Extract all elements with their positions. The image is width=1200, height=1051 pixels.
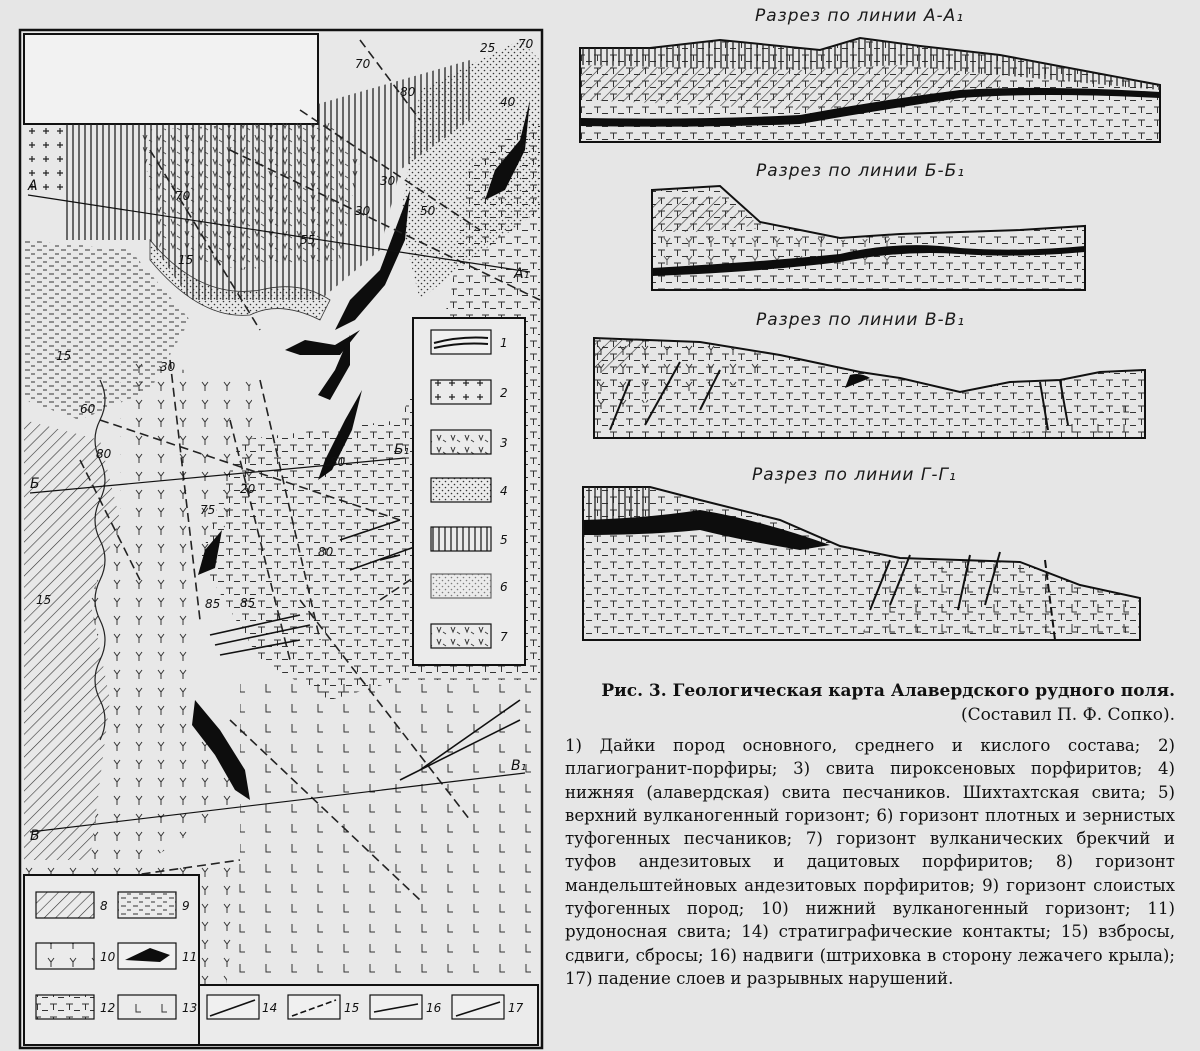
section-title-A: Разрез по линии А-А₁	[755, 6, 965, 26]
legend-number: 8	[100, 899, 108, 913]
dip-value: 30	[380, 174, 396, 188]
section-A	[580, 38, 1160, 142]
map-label-V1: В₁	[511, 758, 527, 774]
dip-value: 25	[480, 41, 496, 55]
section-B	[652, 186, 1085, 290]
section-title-B: Разрез по линии Б-Б₁	[756, 161, 966, 181]
dip-value: 15	[56, 349, 72, 363]
dip-value: 30	[160, 360, 176, 374]
dip-value: 20	[240, 482, 256, 496]
map-label-V: В	[30, 828, 40, 844]
dip-value: 70	[355, 57, 371, 71]
dip-value: 80	[96, 447, 112, 461]
legend-number: 1	[500, 336, 508, 350]
dip-value: 85	[205, 597, 221, 611]
dip-value: 55	[300, 233, 316, 247]
map-title-box	[24, 34, 318, 124]
dip-value: 85	[240, 596, 256, 610]
legend-number: 11	[182, 950, 198, 964]
map-label-B1: Б₁	[394, 442, 410, 458]
figure-caption-title: Рис. 3. Геологическая карта Алавердского рудного поля.	[601, 681, 1175, 701]
legend-number: 16	[426, 1001, 442, 1015]
dip-value: 40	[500, 95, 516, 109]
dip-value: 15	[178, 253, 194, 267]
legend-number: 5	[500, 533, 508, 547]
legend-number: 15	[344, 1001, 360, 1015]
map-label-A: А	[28, 178, 38, 194]
section-title-V: Разрез по линии В-В₁	[756, 310, 966, 330]
geological-map	[20, 30, 542, 1048]
legend-top	[413, 318, 525, 665]
dip-value: 60	[80, 402, 96, 416]
legend-number: 9	[182, 899, 190, 913]
map-label-A1: А₁	[514, 266, 530, 282]
figure-caption-author: (Составил П. Ф. Сопко).	[960, 705, 1175, 725]
unit-pyroxene	[140, 120, 360, 270]
dip-value: 30	[355, 204, 371, 218]
section-G	[583, 487, 1140, 640]
legend-number: 10	[100, 950, 116, 964]
legend-number: 2	[500, 386, 508, 400]
legend-number: 12	[100, 1001, 116, 1015]
dip-value: 80	[400, 85, 416, 99]
legend-number: 4	[500, 484, 508, 498]
legend-number: 7	[500, 630, 508, 644]
dip-value: 80	[318, 545, 334, 559]
legend-number: 13	[182, 1001, 198, 1015]
section-title-G: Разрез по линии Г-Г₁	[752, 465, 957, 485]
map-label-B: Б	[30, 476, 40, 492]
legend-number: 3	[500, 436, 508, 450]
section-V	[594, 338, 1145, 438]
dip-value: 75	[200, 503, 216, 517]
dip-value: 70	[518, 37, 534, 51]
dip-value: 80	[330, 455, 346, 469]
dip-value: 50	[420, 204, 436, 218]
figure-caption-legend: 1) Дайки пород основного, среднего и кислого состава; 2) плагиогранит-порфиры; 3) свита пироксеновых порфиритов; 4) нижняя (алавердская) свита песчаников. Шихтахтская свита; 5) верхний вулканогенный горизонт; 6) горизонт плотных и зернистых туфогенных песчаников; 7) горизонт вулканических брекчий и туфов андезитовых и дацитовых порфиритов; 8) горизонт мандельштейновых андезитовых порфиритов; 9) горизонт слоистых туфогенных пород; 10) нижний вулканогенный горизонт; 11) рудоносная свита; 14) стратиграфические контакты; 15) взбросы, сдвиги, сбросы; 16) надвиги (штриховка в сторону лежачего крыла); 17) падение слоев и разрывных нарушений.	[565, 736, 1175, 988]
dip-value: 70	[175, 189, 191, 203]
legend-number: 17	[508, 1001, 524, 1015]
dip-value: 15	[36, 593, 52, 607]
legend-number: 14	[262, 1001, 278, 1015]
legend-number: 6	[500, 580, 508, 594]
